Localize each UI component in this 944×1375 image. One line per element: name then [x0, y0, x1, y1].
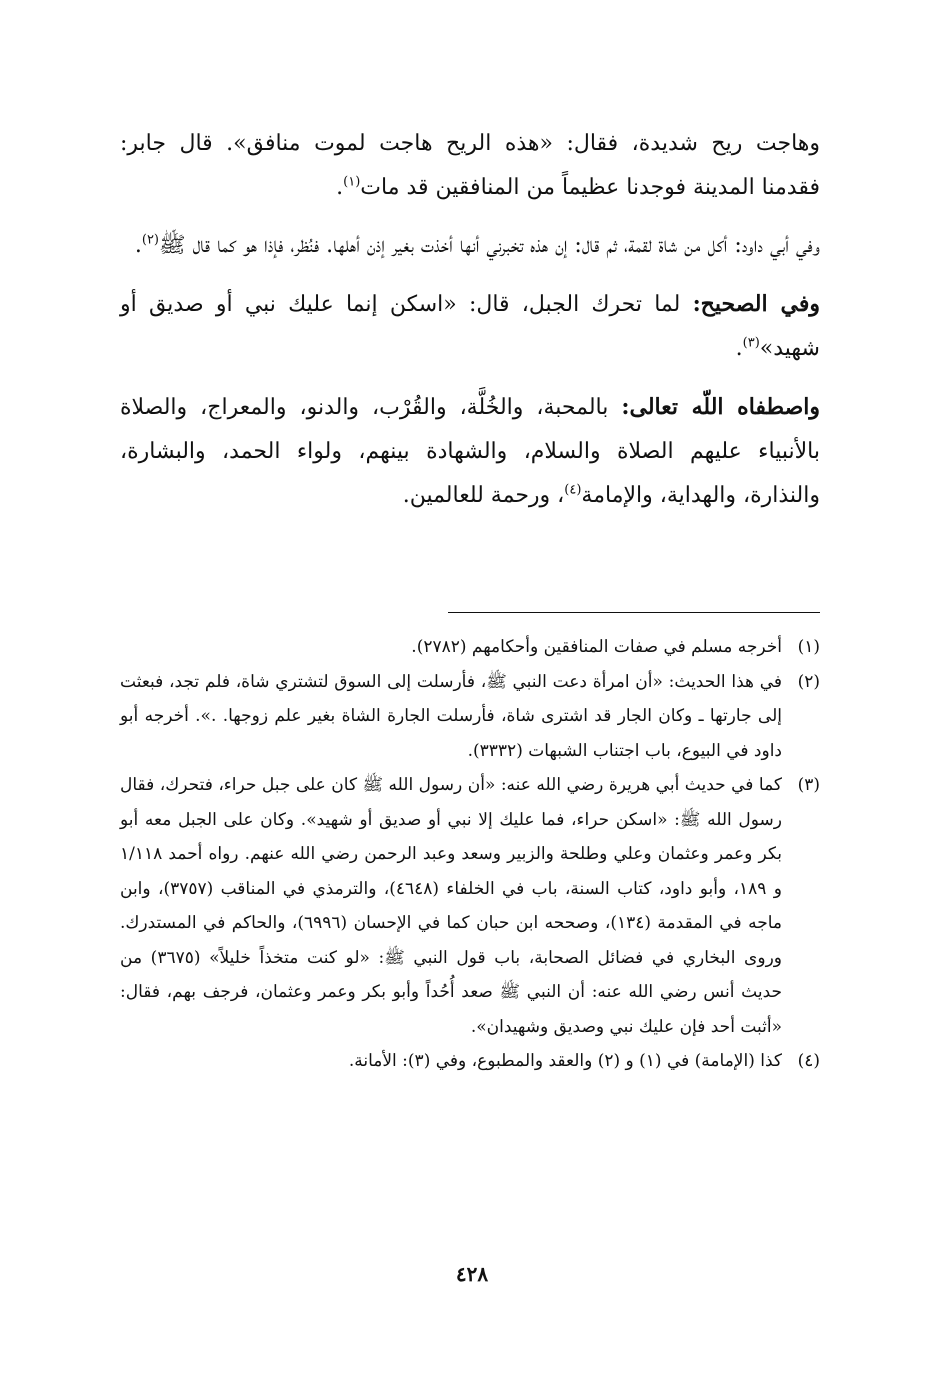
footnote-ref-1: (١) — [343, 174, 361, 190]
paragraph-4-end: ، ورحمة للعالمين. — [402, 483, 565, 508]
footnote-text: كذا (الإمامة) في (١) و (٢) والعقد والمطبوع، وفي (٣): الأمانة. — [348, 1051, 782, 1071]
footnote-ref-2: (٢) — [141, 232, 159, 248]
footnote-number: (٢) — [797, 671, 821, 692]
footnote-4 — [120, 1044, 820, 1079]
main-text — [120, 122, 820, 532]
footnotes — [120, 630, 820, 1079]
paragraph-2 — [120, 224, 820, 268]
footnote-separator — [448, 612, 820, 613]
footnote-ref-3: (٣) — [742, 335, 760, 351]
paragraph-1-text: وهاجت ريح شديدة، فقال: «هذه الريح هاجت لموت منافق». قال جابر: فقدمنا المدينة فوجدنا عظيماً من المنافقين قد مات — [120, 131, 820, 200]
paragraph-2-text: وفي أبي داود: أكل من شاة لقمة، ثم قال: إن هذه تخبرني أنها أخذت بغير إذن أهلها. فنُظر، فإذا هو كما قال ﷺ — [159, 233, 820, 258]
paragraph-4-lead: واصطفاه اللّه تعالى: — [621, 394, 820, 420]
footnote-number: (٤) — [797, 1051, 820, 1071]
footnote-1 — [120, 630, 820, 665]
footnote-ref-4: (٤) — [564, 482, 582, 498]
footnote-text: في هذا الحديث: «أن امرأة دعت النبي ﷺ، فأرسلت إلى السوق لتشتري شاة، فلم تجد، فبعثت إلى جارتها ـ وكان الجار قد اشترى شاة، فأرسلت الجارة الشاة بغير علم زوجها. .». أخرجه أبو داود في البيوع، باب اجتناب الشبهات (٣٣٣٢). — [120, 671, 783, 761]
paragraph-3-end: . — [735, 336, 743, 361]
footnote-text: كما في حديث أبي هريرة رضي الله عنه: «أن رسول الله ﷺ كان على جبل حراء، فتحرك، فقال رسول الله ﷺ: «اسكن حراء، فما عليك إلا نبي أو صديق أو شهيد». وكان على الجبل معه أبو بكر وعمر وعثمان وعلي وطلحة والزبير وسعد وعبد الرحمن رضي الله عنهم. رواه أحمد ١/١١٨ و ١٨٩، وأبو داود، كتاب السنة، باب في الخلفاء (٤٦٤٨)، والترمذي في المناقب (٣٧٥٧)، وابن ماجه في المقدمة (١٣٤)، وصححه ابن حبان كما في الإحسان (٦٩٩٦)، والحاكم في المستدرك. وروى البخاري في فضائل الصحابة، باب قول النبي ﷺ: «لو كنت متخذاً خليلاً» (٣٦٧٥) من حديث أنس رضي الله عنه: أن النبي ﷺ صعد أُحُداً وأبو بكر وعمر وعثمان، فرجف بهم، فقال: «أثبت أحد فإن عليك نبي وصديق وشهيدان». — [120, 775, 783, 1037]
footnote-number: (١) — [797, 637, 820, 657]
footnote-text: أخرجه مسلم في صفات المنافقين وأحكامهم (٢٧٨٢). — [411, 637, 782, 657]
paragraph-1-end: . — [336, 175, 344, 200]
paragraph-2-end: . — [134, 233, 142, 258]
paragraph-4-text: بالمحبة، والخُلَّة، والقُرْب، والدنو، والمعراج، والصلاة بالأنبياء عليهم الصلاة والسلام، والشهادة بينهم، ولواء الحمد، والبشارة، والنذارة، والهداية، والإمامة — [120, 395, 820, 508]
page-number: ٤٢٨ — [455, 1262, 489, 1286]
paragraph-3-lead: وفي الصحيح: — [692, 291, 820, 317]
paragraph-3-text: لما تحرك الجبل، قال: «اسكن إنما عليك نبي أو صديق أو شهيد» — [120, 292, 820, 361]
paragraph-3 — [120, 282, 820, 371]
paragraph-4 — [120, 385, 820, 518]
footnote-2 — [120, 665, 820, 769]
footnote-number: (٣) — [797, 775, 820, 795]
paragraph-1 — [120, 122, 820, 210]
footnote-3 — [120, 768, 820, 1044]
